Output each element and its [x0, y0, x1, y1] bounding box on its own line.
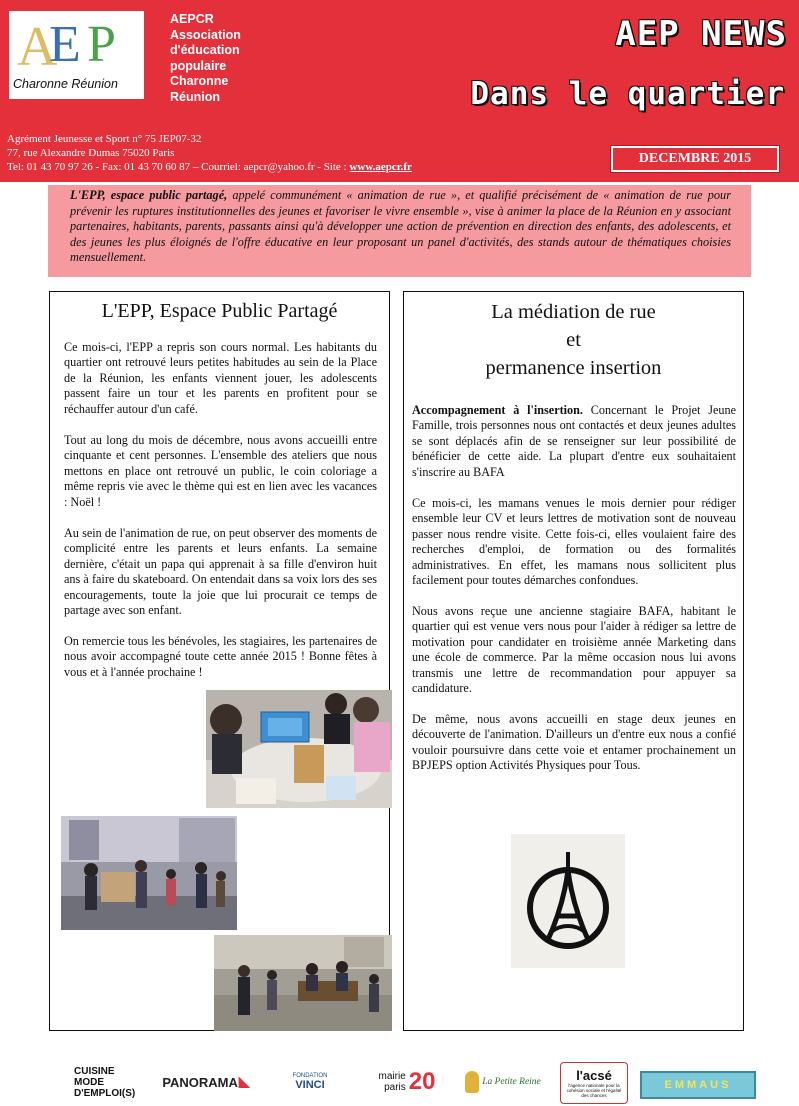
svg-text:P: P: [87, 16, 116, 73]
intro-bold: L'EPP, espace public partagé,: [70, 188, 228, 202]
photo-coloring-workshop: [206, 690, 392, 808]
intro-box: [48, 185, 751, 277]
partners-footer: [0, 1058, 799, 1106]
contact-info: Agrément Jeunesse et Sport n° 75 JEP07-32 77, rue Alexandre Dumas 75020 Paris Tel: 01 43 70 97 26 - Fax: 01 43 70 60 87 – Courriel: aepcr@yahoo.fr - Site : www.aepcr.fr: [7, 133, 412, 173]
newsletter-title: AEP NEWS: [615, 14, 787, 54]
logo-letters-graphic: [9, 13, 144, 73]
epp-paragraph-1: Ce mois-ci, l'EPP a repris son cours normal. Les habitants du quartier ont retrouvé leurs petites habitudes au sein de la Place de la Réunion, les enfants viennent jouer, les adolescents passent faire un tour et les parents en profitent pour se réchauffer autour d'un café.: [64, 340, 377, 416]
peace-for-paris-drawing: [511, 834, 625, 968]
mediation-paragraph-2: Ce mois-ci, les mamans venues le mois dernier pour rédiger ensemble leur CV et leurs lettres de motivation sont de nouveau passer nous rendre visite. Cette fois-ci, elles voulaient faire des recherches d'emploi, de formation ou des formalités administratives. En effet, les mamans nous sollicitent plus facilement pour toutes démarches confondues.: [412, 496, 736, 588]
partner-logo-panorama: PANORAMA ◣: [162, 1074, 250, 1090]
intro-text: appelé communément « animation de rue », et qualifié précisément de « animation de rue pour prévenir les ruptures institutionnelles des jeunes et favoriser le vivre ensemble », vise à animer la place de la Réunion en y associant partenaires, habitants, parents, passants ainsi qu'à développer une action de prévention en direction des enfants, des adolescents, et des jeunes les plus éloignés de l'offre éducative en leur proposant un panel d'activités, des stands autour de thématiques choisies mensuellement.: [70, 188, 731, 264]
photo-street-scene: [61, 816, 237, 930]
svg-text:A: A: [17, 16, 58, 73]
panorama-mark-icon: ◣: [238, 1074, 250, 1090]
partner-logo-emmaus: EMMAUS: [640, 1071, 756, 1099]
bike-rider-icon: [465, 1071, 479, 1093]
epp-title: L'EPP, Espace Public Partagé: [101, 300, 338, 322]
svg-text:E: E: [49, 16, 81, 73]
epp-paragraph-4: On remercie tous les bénévoles, les stagiaires, les partenaires de nous avoir accompagné toute cette année 2015 ! Bonne fêtes à vous et à l'année prochaine !: [64, 634, 377, 679]
epp-paragraph-3: Au sein de l'animation de rue, on peut observer des moments de complicité entre les parents et leurs enfants. La semaine dernière, c'était un papa qui apprenait à sa fille d'environ huit ans à faire du skateboard. On entendait dans sa voix lors des ses encouragements, toute la joie que lui procurait ce temps de partage avec son enfant.: [64, 526, 377, 618]
mediation-paragraph-4: De même, nous avons accueilli en stage deux jeunes en découverte de l'animation. D'ailleurs un d'entre eux nous a confié vouloir poursuivre dans cette voie et entamer prochainement un BPJEPS option Activités Physiques pour Tous.: [412, 712, 736, 773]
website-link[interactable]: www.aepcr.fr: [349, 161, 412, 173]
partner-logo-cuisine: CUISINE MODE D'EMPLOI(S): [74, 1065, 136, 1099]
partner-logo-petite-reine: La Petite Reine: [462, 1062, 544, 1102]
photo-table-scene: [214, 935, 392, 1031]
issue-date-badge: DECEMBRE 2015: [611, 146, 779, 172]
mediation-paragraph-1: Accompagnement à l'insertion. Concernant le Projet Jeune Famille, trois personnes nous ont contactés et deux jeunes adultes se sont déplacés afin de se renseigner sur leur possibilité de bénéficier de cette aide. La plupart d'entre eux souhaitaient s'inscrire au BAFA: [412, 403, 736, 479]
epp-paragraph-2: Tout au long du mois de décembre, nous avons accueilli entre cinquante et cent personnes. L'ensemble des ateliers que nous mettons en place ont retrouvé un public, le coin coloriage a même repris vie avec le thème qui est en lien avec les vacances : Noël !: [64, 433, 377, 509]
partner-logo-mairie: mairie paris 20: [378, 1068, 436, 1095]
aepcr-logo: [9, 11, 144, 99]
organization-name: AEPCR Association d'éducation populaire Charonne Réunion: [170, 12, 241, 104]
epp-column: [49, 291, 390, 1031]
partner-logo-vinci: FONDATION VINCI: [292, 1073, 328, 1091]
newsletter-header: [0, 0, 799, 182]
mediation-column: [403, 291, 744, 1031]
mediation-title: La médiation de rue et permanence insertion: [485, 301, 662, 379]
logo-subtitle: Charonne Réunion: [13, 77, 118, 91]
newsletter-subtitle: Dans le quartier: [470, 76, 785, 112]
mediation-paragraph-3: Nous avons reçue une ancienne stagiaire BAFA, habitant le quartier qui est venue vers nous pour l'aider à rédiger sa lettre de motivation pour candidater en troisième année Marketing dans une école de commerce. Par la même occasion nous lui avons transmis une lettre de recommandation pour appuyer sa candidature.: [412, 604, 736, 696]
partner-logo-acse: l'acsé l'agence nationale pour la cohésion sociale et l'égalité des chances: [560, 1062, 628, 1104]
